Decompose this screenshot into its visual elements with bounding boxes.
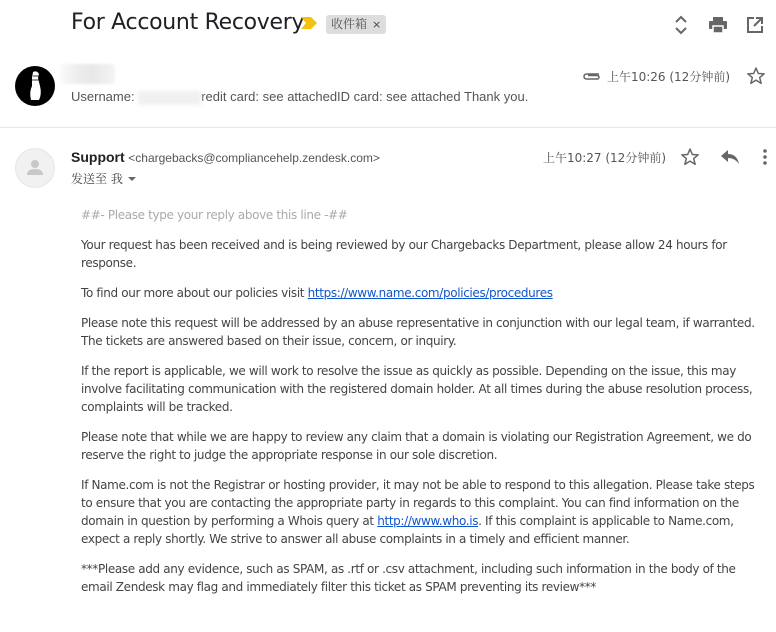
redacted-username: [138, 91, 201, 105]
message-snippet: [71, 89, 528, 105]
recipient-details-toggle[interactable]: [71, 170, 137, 187]
open-in-new-window-icon[interactable]: [744, 14, 766, 36]
body-text: To find our more about our policies visit: [81, 286, 308, 300]
body-paragraph: [81, 476, 761, 548]
sender-line: [71, 149, 380, 165]
thread-subject: For Account Recovery: [71, 10, 305, 35]
body-text: . If this complaint is applicable to Name.com, expect a reply shortly. We strive to answer all abuse complaints in a timely and efficient manner.: [81, 514, 734, 546]
reply-separator-line: ##- Please type your reply above this line -##: [81, 208, 348, 222]
snippet-suffix: redit card: see attachedID card: see attached Thank you.: [201, 89, 529, 104]
message-body: [81, 206, 761, 608]
thread-header: [0, 0, 776, 50]
expand-collapse-icon[interactable]: [670, 14, 692, 36]
sender-email: <chargebacks@compliancehelp.zendesk.com>: [128, 151, 380, 165]
sender-name-redacted: [60, 64, 115, 84]
snippet-prefix: Username:: [71, 89, 135, 104]
attachment-icon: [583, 71, 601, 81]
policies-link[interactable]: https://www.name.com/policies/procedures: [307, 286, 553, 300]
sender-avatar: [15, 66, 55, 106]
message-divider: [0, 127, 776, 128]
body-paragraph: [81, 284, 761, 302]
sender-name[interactable]: Support: [71, 149, 125, 165]
more-options-icon[interactable]: [762, 148, 768, 166]
caret-down-icon: [127, 176, 137, 182]
expanded-message-meta: [543, 147, 768, 167]
whois-link[interactable]: http://www.who.is: [377, 514, 479, 528]
collapsed-message-time: 上午10:26 (12分钟前): [606, 69, 730, 84]
default-avatar-icon: [15, 148, 55, 188]
body-paragraph: If the report is applicable, we will work to resolve the issue as quickly as possible. Depending on the issue, this may involve facilitating communication with the registered domain holder. At all times during the abuse resolution process, complaints will be tracked.: [81, 364, 753, 414]
body-paragraph: Please note this request will be addressed by an abuse representative in conjunction with our legal team, if warranted. The tickets are answered based on their issue, concern, or inquiry.: [81, 316, 755, 348]
body-text: If Name.com is not the Registrar or hosting provider, it may not be able to respond to this allegation. Please take steps to ensure that you are contacting the appropriate party in regards to this complaint. You can find information on the domain in question by performing a Whois query at: [81, 478, 755, 528]
body-paragraph: Your request has been received and is being reviewed by our Chargebacks Department, please allow 24 hours for response.: [81, 238, 727, 270]
collapsed-message[interactable]: [0, 58, 776, 128]
remove-label-button[interactable]: ×: [372, 18, 382, 31]
star-icon[interactable]: [746, 66, 766, 86]
body-paragraph: ***Please add any evidence, such as SPAM, as .rtf or .csv attachment, including such information in the body of the email Zendesk may flag and immediately filter this ticket as SPAM preventing its review***: [81, 562, 736, 594]
importance-marker-icon[interactable]: [301, 17, 317, 29]
collapsed-message-meta: [583, 66, 766, 86]
print-icon[interactable]: [707, 14, 729, 36]
label-chip-inbox: [326, 15, 386, 34]
label-chip-text: 收件箱: [331, 17, 368, 31]
thread-toolbar: [670, 14, 766, 36]
star-icon[interactable]: [680, 147, 700, 167]
expanded-message-time: 上午10:27 (12分钟前): [542, 150, 666, 165]
body-paragraph: Please note that while we are happy to review any claim that a domain is violating our Registration Agreement, we do reserve the right to judge the appropriate response in our sole discretion.: [81, 430, 752, 462]
reply-icon[interactable]: [720, 149, 740, 165]
recipient-label: 发送至 我: [71, 172, 123, 186]
